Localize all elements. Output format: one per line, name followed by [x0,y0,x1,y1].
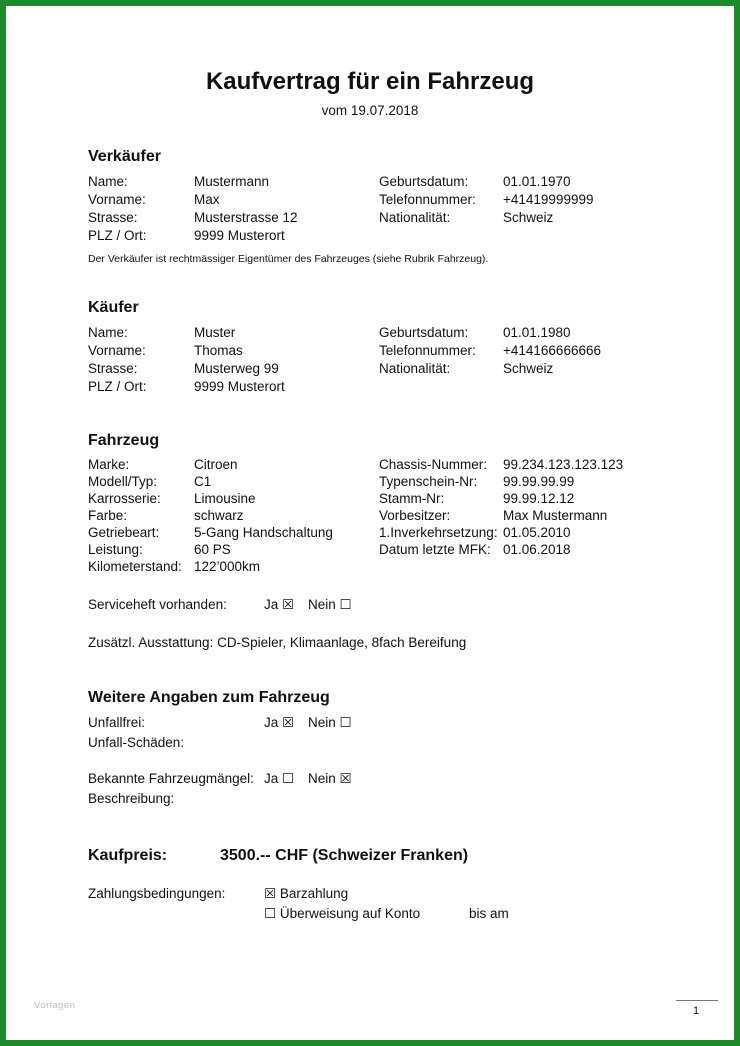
buyer-city-label: PLZ / Ort: [88,379,147,394]
seller-firstname-value: Max [194,192,220,207]
vehicle-stamm-value: 99.99.12.12 [503,491,575,506]
vehicle-mileage-label: Kilometerstand: [88,559,182,574]
payment-terms-label: Zahlungsbedingungen: [88,886,226,901]
seller-phone-label: Telefonnummer: [379,192,476,207]
description-label: Beschreibung: [88,791,175,806]
buyer-phone-value: +414166666666 [503,343,601,358]
payment-transfer-checkbox[interactable]: ☐ Überweisung auf Konto [264,906,421,921]
vehicle-stamm-label: Stamm-Nr: [379,491,445,506]
price-label: Kaufpreis: [88,847,168,864]
accident-free-label: Unfallfrei: [88,715,146,730]
page-number: 1 [693,1005,700,1017]
seller-city-label: PLZ / Ort: [88,228,147,243]
price-value: 3500.-- CHF (Schweizer Franken) [220,847,469,864]
vehicle-previous-owner-value: Max Mustermann [503,508,608,523]
buyer-city-value: 9999 Musterort [194,379,285,394]
accident-free-yes-checkbox[interactable]: Ja ☒ [264,715,295,730]
vehicle-brand-label: Marke: [88,457,130,472]
vehicle-body-label: Karrosserie: [88,491,161,506]
buyer-phone-label: Telefonnummer: [379,343,476,358]
vehicle-typeno-label: Typenschein-Nr: [379,474,478,489]
vehicle-chassis-label: Chassis-Nummer: [379,457,488,472]
vehicle-model-label: Modell/Typ: [88,474,158,489]
seller-nationality-value: Schweiz [503,210,554,225]
known-defects-label: Bekannte Fahrzeugmängel: [88,771,254,786]
vehicle-previous-owner-label: Vorbesitzer: [379,508,451,523]
vehicle-body-value: Limousine [194,491,256,506]
seller-heading: Verkäufer [88,148,161,165]
seller-name-label: Name: [88,174,128,189]
seller-phone-value: +41419999999 [503,192,594,207]
seller-ownership-note: Der Verkäufer ist rechtmässiger Eigentümer des Fahrzeuges (siehe Rubrik Fahrzeug). [88,253,489,265]
vehicle-color-value: schwarz [194,508,244,523]
known-defects-yes-checkbox[interactable]: Ja ☐ [264,771,295,786]
buyer-name-label: Name: [88,325,128,340]
accident-damage-label: Unfall-Schäden: [88,735,185,750]
vehicle-last-mfk-label: Datum letzte MFK: [379,542,491,557]
seller-street-value: Musterstrasse 12 [194,210,298,225]
seller-firstname-label: Vorname: [88,192,146,207]
further-heading: Weitere Angaben zum Fahrzeug [88,689,330,706]
vehicle-chassis-value: 99.234.123.123.123 [503,457,624,472]
vehicle-extras: Zusätzl. Ausstattung: CD-Spieler, Klimaanlage, 8fach Bereifung [88,635,467,650]
watermark: Vorlagen [34,1000,76,1011]
vehicle-last-mfk-value: 01.06.2018 [503,542,571,557]
seller-name-value: Mustermann [194,174,270,189]
vehicle-first-registration-label: 1.Inverkehrsetzung: [379,525,498,540]
vehicle-brand-value: Citroen [194,457,238,472]
payment-until-label: bis am [469,906,509,921]
known-defects-no-checkbox[interactable]: Nein ☒ [308,771,352,786]
service-book-label: Serviceheft vorhanden: [88,597,227,612]
seller-birthdate-value: 01.01.1970 [503,174,571,189]
seller-street-label: Strasse: [88,210,138,225]
vehicle-model-value: C1 [194,474,212,489]
document-title: Kaufvertrag für ein Fahrzeug [205,68,535,95]
accident-free-no-checkbox[interactable]: Nein ☐ [308,715,352,730]
buyer-name-value: Muster [194,325,236,340]
footer-divider [676,1000,718,1001]
vehicle-power-label: Leistung: [88,542,143,557]
payment-cash-checkbox[interactable]: ☒ Barzahlung [264,886,349,901]
buyer-birthdate-value: 01.01.1980 [503,325,571,340]
vehicle-color-label: Farbe: [88,508,128,523]
buyer-street-label: Strasse: [88,361,138,376]
buyer-nationality-label: Nationalität: [379,361,451,376]
buyer-firstname-value: Thomas [194,343,243,358]
buyer-firstname-label: Vorname: [88,343,146,358]
service-book-yes-checkbox[interactable]: Ja ☒ [264,597,295,612]
seller-nationality-label: Nationalität: [379,210,451,225]
document-page [6,6,734,1040]
buyer-street-value: Musterweg 99 [194,361,279,376]
vehicle-gearbox-value: 5-Gang Handschaltung [194,525,333,540]
buyer-heading: Käufer [88,299,139,316]
document-date: vom 19.07.2018 [321,103,419,118]
vehicle-heading: Fahrzeug [88,432,160,449]
seller-city-value: 9999 Musterort [194,228,285,243]
vehicle-typeno-value: 99.99.99.99 [503,474,575,489]
buyer-birthdate-label: Geburtsdatum: [379,325,469,340]
vehicle-first-registration-value: 01.05.2010 [503,525,571,540]
vehicle-mileage-value: 122’000km [194,559,261,574]
vehicle-power-value: 60 PS [194,542,231,557]
vehicle-gearbox-label: Getriebeart: [88,525,160,540]
service-book-no-checkbox[interactable]: Nein ☐ [308,597,352,612]
seller-birthdate-label: Geburtsdatum: [379,174,469,189]
buyer-nationality-value: Schweiz [503,361,554,376]
